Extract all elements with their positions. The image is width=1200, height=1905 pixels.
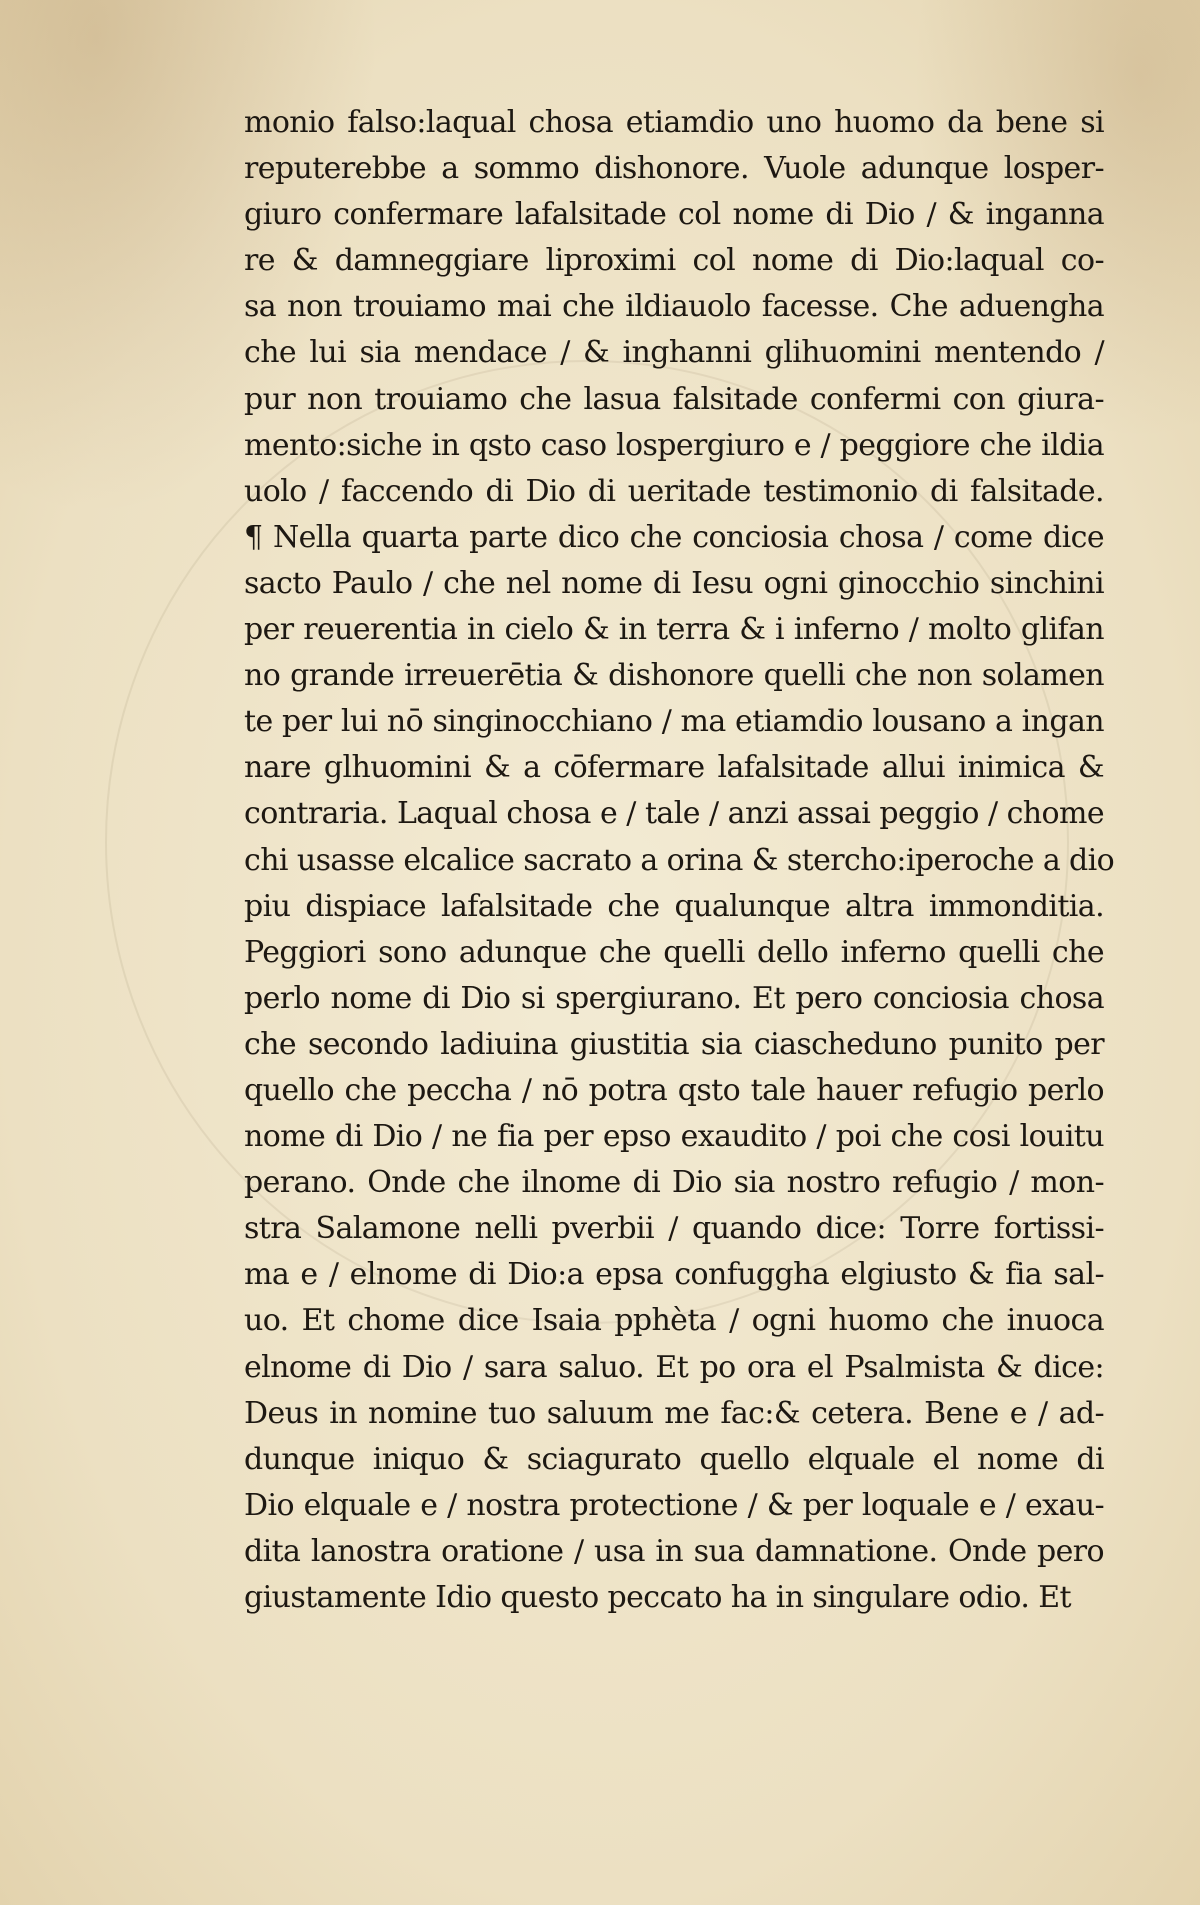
text-line: no grande irreuerētia & dishonore quelli che non solamen: [244, 658, 1104, 694]
text-line: giustamente Idio questo peccato ha in singulare odio. Et: [244, 1580, 1071, 1615]
text-line: pur non trouiamo che lasua falsitade confermi con giura-: [244, 381, 1104, 417]
text-block: [244, 100, 1115, 1621]
text-line: nome di Dio / ne fia per epso exaudito / poi che cosi louitu: [244, 1119, 1104, 1155]
text-line: stra Salamone nelli pverbii / quando dice: Torre fortissi-: [244, 1211, 1104, 1247]
text-line: nare glhuomini & a cōfermare lafalsitade allui inimica &: [244, 750, 1104, 786]
text-line: piu dispiace lafalsitade che qualunque altra immonditia.: [244, 888, 1104, 924]
text-line: contraria. Laqual chosa e / tale / anzi assai peggio / chome: [244, 796, 1104, 832]
text-line: uo. Et chome dice Isaia pphèta / ogni huomo che inuoca: [244, 1303, 1104, 1339]
text-line: perano. Onde che ilnome di Dio sia nostro refugio / mon-: [244, 1165, 1104, 1201]
text-line: perlo nome di Dio si spergiurano. Et pero conciosia chosa: [244, 980, 1104, 1016]
text-line: re & damneggiare liproximi col nome di Dio:laqual co-: [244, 243, 1104, 279]
text-line: monio falso:laqual chosa etiamdio uno huomo da bene si: [244, 105, 1104, 140]
text-line: uolo / faccendo di Dio di ueritade testimonio di falsitade.: [244, 473, 1104, 509]
text-line: Deus in nomine tuo saluum me fac:& cetera. Bene e / ad-: [244, 1395, 1104, 1431]
text-line: elnome di Dio / sara saluo. Et po ora el Psalmista & dice:: [244, 1349, 1104, 1385]
text-line: mento:siche in qsto caso lospergiuro e / peggiore che ildia: [244, 427, 1104, 463]
text-line: dunque iniquo & sciagurato quello elquale el nome di: [244, 1441, 1104, 1477]
text-line: giuro confermare lafalsitade col nome di Dio / & inganna: [244, 197, 1104, 233]
text-line: Peggiori sono adunque che quelli dello inferno quelli che: [244, 934, 1104, 970]
text-line: per reuerentia in cielo & in terra & i inferno / molto glifan: [244, 612, 1104, 648]
text-line: chi usasse elcalice sacrato a orina & stercho:iperoche a dio: [244, 842, 1115, 878]
text-line: ma e / elnome di Dio:a epsa confuggha elgiusto & fia sal-: [244, 1257, 1104, 1293]
text-line: reputerebbe a sommo dishonore. Vuole adunque losper-: [244, 151, 1104, 187]
text-line: dita lanostra oratione / usa in sua damnatione. Onde pero: [244, 1533, 1104, 1569]
text-line: sacto Paulo / che nel nome di Iesu ogni ginocchio sinchini: [244, 565, 1104, 601]
text-line: quello che peccha / nō potra qsto tale hauer refugio perlo: [244, 1072, 1104, 1108]
text-line: Dio elquale e / nostra protectione / & per loquale e / exau-: [244, 1487, 1104, 1523]
text-line: che lui sia mendace / & inghanni glihuomini mentendo /: [244, 335, 1104, 371]
text-line-paragraph-start: ¶ Nella quarta parte dico che conciosia chosa / come dice: [244, 519, 1104, 555]
text-line: sa non trouiamo mai che ildiauolo facesse. Che aduengha: [244, 289, 1104, 325]
text-line: te per lui nō singinocchiano / ma etiamdio lousano a ingan: [244, 704, 1104, 740]
text-line: che secondo ladiuina giustitia sia ciascheduno punito per: [244, 1026, 1104, 1062]
